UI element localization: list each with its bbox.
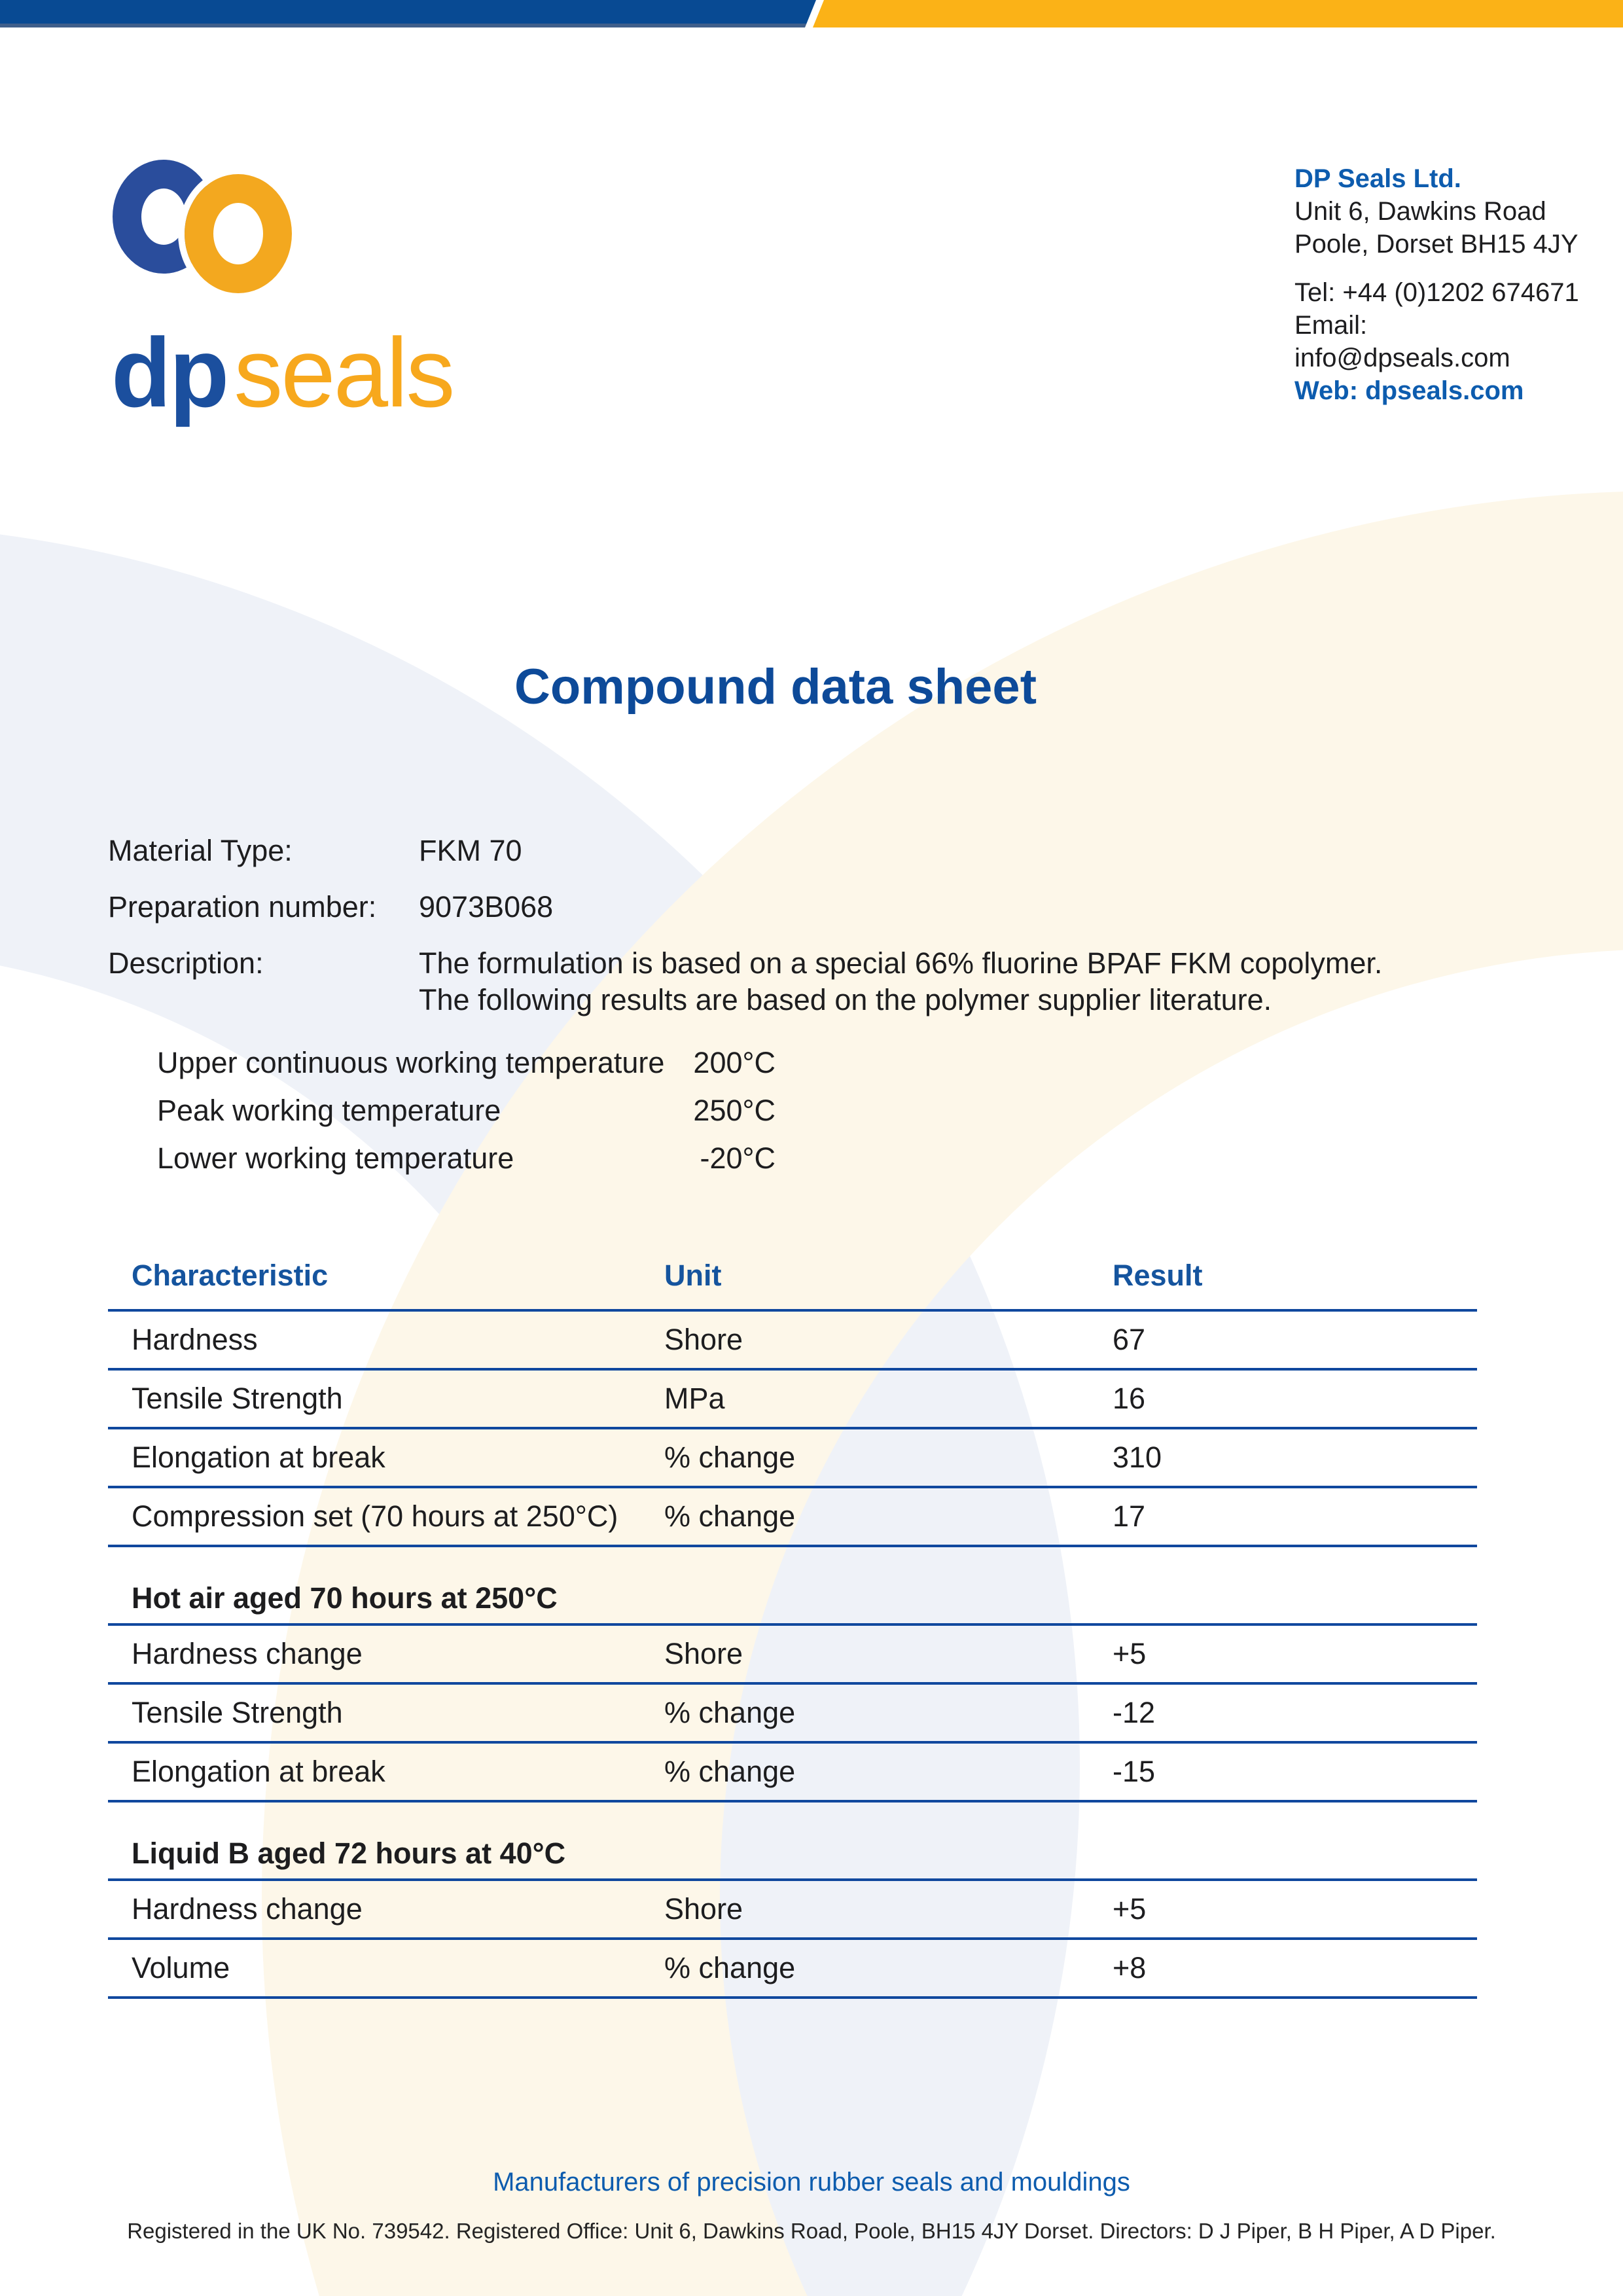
material-type-value: FKM 70 — [419, 834, 522, 867]
bullet-value: -20°C — [700, 1141, 776, 1175]
cell-characteristic: Elongation at break — [132, 1755, 385, 1788]
company-name: DP Seals Ltd. — [1294, 164, 1461, 193]
contact-spacer — [1294, 260, 1582, 276]
top-colour-bar — [0, 0, 1623, 27]
address-line-1: Unit 6, Dawkins Road — [1294, 197, 1546, 226]
description-line-2: The following results are based on the polymer supplier literature. — [419, 983, 1272, 1016]
dp-seals-logo — [111, 156, 478, 427]
cell-result: 67 — [1113, 1323, 1146, 1356]
cell-result: 16 — [1113, 1382, 1146, 1415]
section-spacer — [108, 1547, 1477, 1573]
material-type-label: Material Type: — [108, 834, 293, 867]
cell-result: +8 — [1113, 1951, 1147, 1984]
logo-yellow-ring-icon — [185, 174, 292, 293]
logo-text-seals: seals — [234, 317, 454, 427]
section-header-liquid-b: Liquid B aged 72 hours at 40°C — [108, 1829, 1477, 1881]
table-row — [108, 1488, 1477, 1547]
cell-characteristic: Hardness change — [132, 1637, 363, 1670]
list-item — [119, 1140, 776, 1177]
column-header-characteristic: Characteristic — [132, 1259, 329, 1292]
website-url: Web: dpseals.com — [1294, 376, 1524, 405]
logo-wordmark — [111, 317, 478, 427]
description-label: Description: — [108, 946, 264, 980]
material-info-block — [108, 833, 1482, 1018]
page-title: Compound data sheet — [514, 659, 1037, 715]
cell-characteristic: Compression set (70 hours at 250°C) — [132, 1499, 618, 1533]
footer-tagline: Manufacturers of precision rubber seals and mouldings — [493, 2168, 1130, 2197]
list-item — [119, 1092, 776, 1129]
cell-characteristic: Volume — [132, 1951, 230, 1984]
cell-result: 310 — [1113, 1441, 1162, 1474]
column-header-unit: Unit — [664, 1259, 722, 1292]
email-address: Email: info@dpseals.com — [1294, 311, 1510, 372]
cell-unit: MPa — [664, 1382, 725, 1415]
bullet-label: Upper continuous working temperature — [157, 1046, 665, 1079]
cell-characteristic: Hardness — [132, 1323, 258, 1356]
footer-registered-text: Registered in the UK No. 739542. Registered Office: Unit 6, Dawkins Road, Poole, BH15 4JY Dorset. Directors: D J Piper, B H Piper, A D Piper. — [127, 2219, 1496, 2243]
preparation-number-label: Preparation number: — [108, 890, 377, 924]
bullet-value: 250°C — [693, 1094, 776, 1127]
cell-unit: % change — [664, 1696, 796, 1729]
cell-result: +5 — [1113, 1637, 1147, 1670]
bullet-value: 200°C — [693, 1046, 776, 1079]
cell-unit: Shore — [664, 1323, 743, 1356]
table-row — [108, 1312, 1477, 1371]
cell-characteristic: Elongation at break — [132, 1441, 385, 1474]
preparation-number-value: 9073B068 — [419, 890, 554, 924]
table-row — [108, 1371, 1477, 1429]
description-value — [419, 945, 1482, 1018]
table-row — [108, 1940, 1477, 1999]
cell-result: -15 — [1113, 1755, 1156, 1788]
table-row — [108, 1881, 1477, 1940]
table-row — [108, 1626, 1477, 1685]
results-table — [108, 1242, 1477, 1999]
contact-block — [1294, 162, 1582, 407]
temperature-bullet-list — [119, 1045, 776, 1188]
logo-text-dp: dp — [111, 317, 228, 427]
cell-unit: Shore — [664, 1892, 743, 1926]
cell-characteristic: Tensile Strength — [132, 1382, 343, 1415]
cell-unit: % change — [664, 1951, 796, 1984]
cell-result: 17 — [1113, 1499, 1146, 1533]
list-item — [119, 1045, 776, 1081]
cell-result: -12 — [1113, 1696, 1156, 1729]
address-line-2: Poole, Dorset BH15 4JY — [1294, 230, 1578, 259]
bullet-label: Lower working temperature — [157, 1141, 514, 1175]
cell-unit: % change — [664, 1441, 796, 1474]
table-row — [108, 1429, 1477, 1488]
logo-rings-icon — [111, 156, 399, 327]
bullet-label: Peak working temperature — [157, 1094, 501, 1127]
table-row — [108, 1685, 1477, 1744]
cell-result: +5 — [1113, 1892, 1147, 1926]
cell-unit: Shore — [664, 1637, 743, 1670]
column-header-result: Result — [1113, 1259, 1203, 1292]
description-line-1: The formulation is based on a special 66% fluorine BPAF FKM copolymer. — [419, 946, 1383, 980]
phone-number: Tel: +44 (0)1202 674671 — [1294, 278, 1579, 307]
cell-unit: % change — [664, 1499, 796, 1533]
cell-unit: % change — [664, 1755, 796, 1788]
section-spacer — [108, 1803, 1477, 1829]
section-header-hot-air: Hot air aged 70 hours at 250°C — [108, 1573, 1477, 1626]
table-row — [108, 1744, 1477, 1803]
table-header-row — [108, 1242, 1477, 1312]
cell-characteristic: Hardness change — [132, 1892, 363, 1926]
cell-characteristic: Tensile Strength — [132, 1696, 343, 1729]
